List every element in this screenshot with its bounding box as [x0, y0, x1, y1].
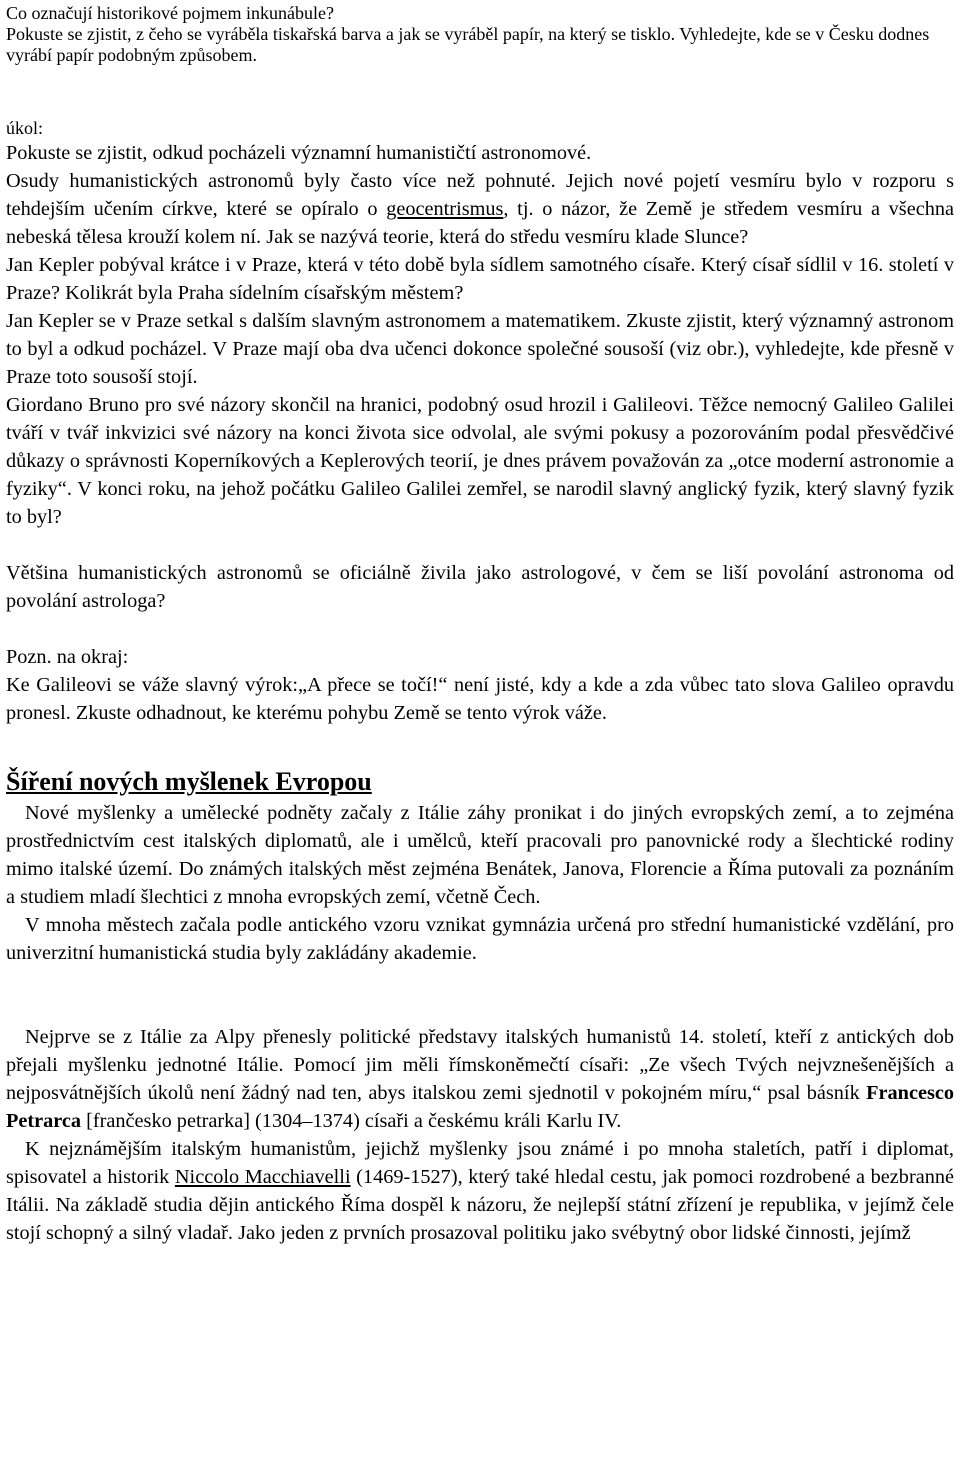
task-block — [6, 139, 954, 615]
machiavelli-text-after: (1469-1527), který také hledal cestu, jak pomoci rozdrobené a bezbranné Itálii. Na základě studia dějin antického Říma dospěl k názoru, že nejlepší státní zřízení je republika, v jejímž čele stojí schopný a silný vladař. Jako jeden z prvních prosazoval politiku jako svébytný obor lidské činnosti, jejímž — [6, 1166, 954, 1244]
task-paragraph-geocentrism — [6, 167, 954, 251]
task-paragraph-astrology: Většina humanistických astronomů se oficiálně živila jako astrologové, v čem se liší povolání astronoma od povolání astrologa? — [6, 562, 954, 612]
note-block — [6, 643, 954, 727]
section-paragraph-machiavelli — [6, 1135, 954, 1247]
section-paragraph-ideas: Nové myšlenky a umělecké podněty začaly z Itálie záhy pronikat i do jiných evropských zemí, a to zejména prostřednictvím cest italských diplomatů, ale i umělců, kteří pracovali pro panovnické rody a šlechtické rodiny mimo italské území. Do známých italských měst zejména Benátek, Janova, Florencie a Říma putovali za poznáním a studiem mladí šlechtici z mnoha evropských zemí, včetně Čech. — [6, 802, 954, 908]
note-text: Ke Galileovi se váže slavný výrok:„A přece se točí!“ není jisté, kdy a kde a zda vůbec tato slova Galileo opravdu pronesl. Zkuste odhadnout, ke kterému pohybu Země se tento výrok váže. — [6, 674, 954, 724]
section-paragraph-petrarca — [6, 1023, 954, 1135]
task-paragraph-kepler-astronomer: Jan Kepler se v Praze setkal s dalším slavným astronomem a matematikem. Zkuste zjistit, který významný astronom to byl a odkud pocházel. V Praze mají oba dva učenci dokonce společné sousoší (viz obr.), vyhledejte, kde přesně v Praze toto sousoší stojí. — [6, 310, 954, 388]
intro-question: Co označují historikové pojmem inkunábule? — [6, 3, 334, 23]
intro-block — [6, 0, 954, 66]
section-paragraph-gymnasia: V mnoha městech začala podle antického vzoru vznikat gymnázia určená pro střední humanistické vzdělání, pro univerzitní humanistická studia byly zakládány akademie. — [6, 914, 954, 964]
task-label: úkol: — [6, 118, 44, 138]
intro-paper-question: Pokuste se zjistit, z čeho se vyráběla tiskařská barva a jak se vyráběl papír, na který se tisklo. Vyhledejte, kde se v Česku dodnes vyrábí papír podobným způsobem. — [6, 24, 930, 65]
geocentrism-text-after: , tj. o názor, že Země je středem vesmíru a všechna nebeská tělesa krouží kolem ní. Jak se nazývá teorie, která do středu vesmíru klade Slunce? — [6, 198, 954, 248]
task-paragraph-bruno-galileo: Giordano Bruno pro své názory skončil na hranici, podobný osud hrozil i Galileovi. Těžce nemocný Galileo Galilei tváří v tvář inkvizici své názory na konci života sice odvolal, ale svými pokusy a pozorováním podal přesvědčivé důkazy o správnosti Koperníkových a Keplerových teorií, je dnes právem považován za „otce moderní astronomie a fyziky“. V konci roku, na jehož počátku Galileo Galilei zemřel, se narodil slavný anglický fyzik, který slavný fyzik to byl? — [6, 394, 954, 528]
petrarca-text-before: Nejprve se z Itálie za Alpy přenesly politické představy italských humanistů 14. století, kteří z antických dob přejali myšlenku jednotné Itálie. Pomocí jim měli římskoněmečtí císaři: „Ze všech Tvých nejvznešenějších a nejposvátnějších úkolů není žádný nad ten, abys italskou zemi sjednotil v pokojném míru,“ psal básník — [6, 1026, 954, 1104]
note-label: Pozn. na okraj: — [6, 646, 129, 668]
petrarca-text-after: [frančesko petrarka] (1304–1374) císaři a českému králi Karlu IV. — [81, 1110, 622, 1132]
section-heading: Šíření nových myšlenek Evropou — [6, 767, 372, 796]
task-paragraph-kepler-prague: Jan Kepler pobýval krátce i v Praze, která v této době byla sídlem samotného císaře. Který císař sídlil v 16. století v Praze? Kolikrát byla Praha sídelním císařským městem? — [6, 254, 954, 304]
petrarca-name: Francesco Petrarca — [6, 1082, 954, 1132]
machiavelli-text-before: K nejznámějším italským humanistům, jejichž myšlenky jsou známé i po mnoha staletích, patří i diplomat, spisovatel a historik — [6, 1138, 954, 1188]
machiavelli-link[interactable]: Niccolo Macchiavelli — [174, 1166, 351, 1188]
task-paragraph-astronomers: Pokuste se zjistit, odkud pocházeli významní humanističtí astronomové. — [6, 142, 592, 164]
section-block — [6, 799, 954, 1247]
geocentrism-link[interactable]: geocentrismus — [386, 198, 504, 220]
geocentrism-text-before: Osudy humanistických astronomů byly často více než pohnuté. Jejich nové pojetí vesmíru bylo v rozporu s tehdejším učením církve, které se opíralo o — [6, 170, 954, 220]
